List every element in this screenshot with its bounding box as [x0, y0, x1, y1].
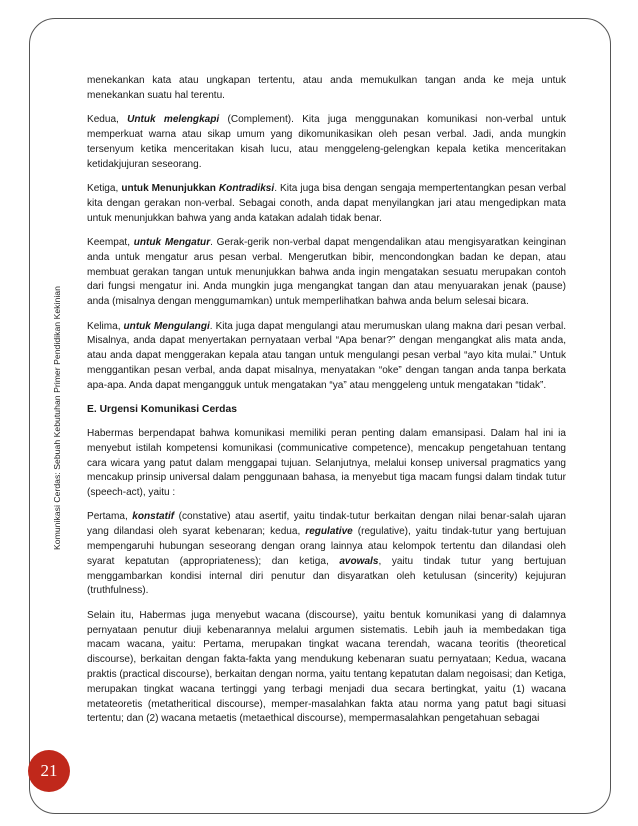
text-run: Pertama,	[87, 511, 133, 523]
emphasis-term: regulative	[305, 526, 353, 538]
paragraph-contradiction	[87, 182, 566, 226]
text-run: (Complement). Kita juga menggunakan komunikasi non-verbal untuk memperkuat warna atau sikap umum yang dikomunikasikan oleh pesan verbal. Jadi, anda mungkin tersenyum ketika menceritakan kisah lucu, atau menggeleng-gelengkan kepala ketika menceritakan ketidakjujuran seseorang.	[87, 114, 566, 170]
paragraph-repeat	[87, 320, 566, 394]
emphasis-term: konstatif	[132, 511, 175, 523]
paragraph-text: Habermas berpendapat bahwa komunikasi memiliki peran penting dalam emansipasi. Dalam hal ini ia menyebut istilah kompetensi komunikasi (communicative competence), mencakup pengetahuan tentang cara wicara yang patut dalam menggapai tujuan. Selanjutnya, melalui konsep universal pragmatics yang mencakup prinsip universal dalam penggunaan bahasa, ia menyebut tiga macam fungsi dalam tindak tutur (speech-act), yaitu :	[87, 427, 566, 499]
paragraph-habermas-intro	[87, 427, 566, 501]
text-run: Ketiga,	[87, 182, 122, 194]
emphasis-term: Kontradiksi	[218, 182, 275, 194]
paragraph-speech-acts	[87, 510, 566, 599]
emphasis-term: Untuk melengkapi	[127, 114, 220, 126]
emphasis-term: untuk Mengatur	[133, 236, 211, 248]
text-run: Keempat,	[87, 236, 134, 248]
text-run: Kelima,	[87, 320, 124, 332]
paragraph-complement	[87, 113, 566, 172]
paragraph-text: menekankan kata atau ungkapan tertentu, atau anda memukulkan tangan anda ke meja untuk menekankan suatu hal terentu.	[87, 75, 566, 101]
text-run: Kedua,	[87, 114, 128, 126]
paragraph-discourse	[87, 609, 566, 727]
text-run: (regulative), yaitu tindak-tutur yang bertujuan mempengaruhi hubungan seseorang dengan orang lainnya atau kelompok tertentu dan dilandasi oleh syarat kepatutan (appropriateness); dan ketiga,	[87, 526, 566, 567]
page-body	[87, 74, 566, 737]
paragraph-text: Selain itu, Habermas juga menyebut wacana (discourse), yaitu bentuk komunikasi yang di dalamnya pernyataan penutur diuji kebenarannya melalui argumen sistematis. Lebih jauh ia membedakan tiga macam wacana, yaitu: Pertama, merupakan tingkat wacana terendah, wacana teoritis (theoretical discourse), berkaitan dengan fakta-fakta yang mendukung kebenaran suatu pernyataan; Kedua, wacana praktis (practical discourse), berkaitan dengan norma, yaitu tentang kepatutan dalam negoisasi; dan Ketiga, merupakan tingkat wacana tertinggi yang terbagi menjadi dua secara bertingkat, yaitu (1) wacana metateoretis (metatheritical discourse), memper-masalahkan fakta atau norma yang patut bagi situasi tertentu; dan (2) wacana metaetis (metaethical discourse), mempermasalahkan pengetahuan sebagai	[87, 609, 566, 725]
paragraph-regulate	[87, 236, 566, 310]
side-title-text: Komunikasi Cerdas: Sebuah Kebutuhan Primer Pendidikan Kekinian	[52, 286, 62, 550]
text-run: (constative) atau asertif, yaitu tindak-tutur berkaitan dengan nilai benar-salah ujaran yang dilandasi oleh syarat kebenaran; kedua,	[87, 511, 566, 538]
emphasis-term: avowals	[339, 555, 379, 567]
text-run: , yaitu tindak tutur yang bertujuan menggambarkan kondisi internal diri penutur dan disyaratkan oleh ketulusan (sincerity) kejujuran (truthfulness).	[87, 555, 566, 597]
paragraph-continuation	[87, 74, 566, 104]
section-heading: E. Urgensi Komunikasi Cerdas	[87, 404, 237, 416]
text-run: . Kita juga dapat mengulangi atau merumuskan ulang makna dari pesan verbal. Misalnya, anda dapat menyertakan pernyataan verbal “Apa benar?” dengan mengangkat alis mata anda, atau anda dapat menggerakan kepala atau tangan untuk mengulangi pesan verbal “ayo kita mulai.” Untuk menggantikan pesan verbal, anda dapat misalnya, menyatakan “oke” dengan tangan anda tanpa berkata apa-apa. Anda dapat mengangguk untuk mengatakan “ya” atau menggeleng untuk mengatakan “tidak”.	[87, 320, 566, 391]
bold-term: untuk Menunjukkan	[121, 182, 219, 194]
page-number: 21	[40, 761, 58, 780]
page-number-badge	[28, 750, 70, 792]
emphasis-term: untuk Mengulangi	[123, 320, 210, 332]
text-run: . Kita juga bisa dengan sengaja mempertentangkan pesan verbal kita dengan gerakan non-verbal. Sebagai conoth, anda dapat menyilangkan jari atau mengedipkan mata untuk menunjukkan bahwa yang anda katakan adalah tidak benar.	[87, 182, 566, 224]
text-run: . Gerak-gerik non-verbal dapat mengendalikan atau mengisyaratkan keinginan anda untuk mengatur arus pesan verbal. Mengerutkan bibir, mencondongkan badan ke depan, atau membuat gerakan tangan untuk menunjukkan bahwa anda ingin mengatakan sesuatu merupakan contoh dari fungsi mengatur ini. Anda mungkin juga mengangkat tangan dan atau menyuarakan jenak (pause) anda (misalnya dengan menggumamkan) untuk memperlihatkan bahwa anda belum selesai bicara.	[87, 236, 566, 308]
